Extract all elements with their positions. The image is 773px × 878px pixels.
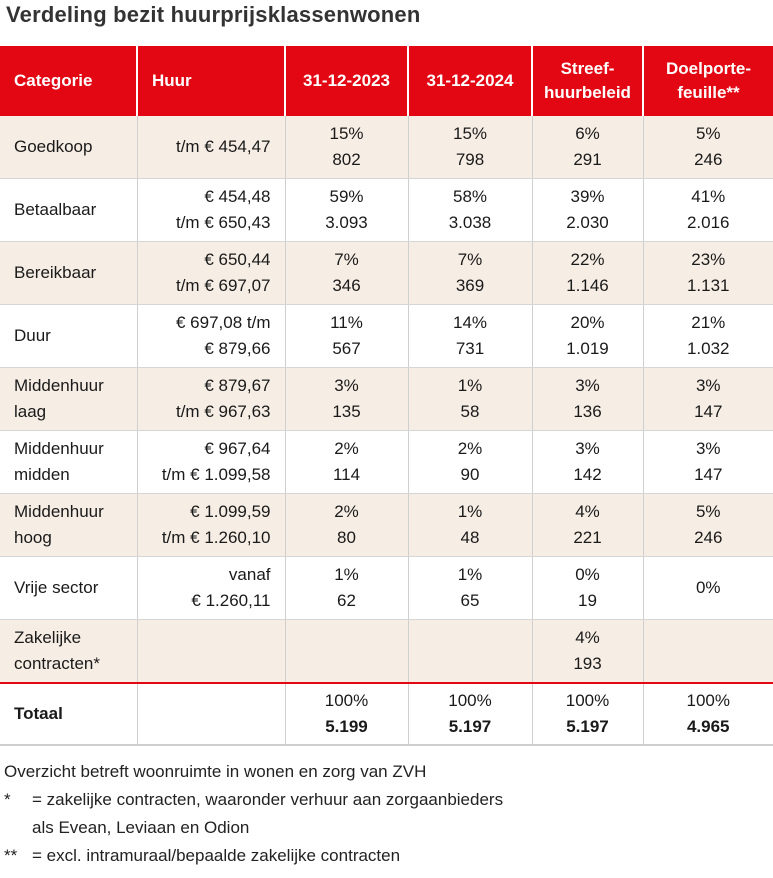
huur-cell [137, 242, 285, 305]
table-row [0, 305, 773, 368]
total-2024-pct: 100% [448, 691, 492, 710]
huur-line2: t/m € 650,43 [175, 213, 271, 232]
category-line2: laag [14, 402, 47, 421]
huur-cell [137, 179, 285, 242]
streef-line1: 22% [570, 250, 605, 269]
total-streef-pct: 100% [565, 691, 610, 710]
2023-line2: 346 [332, 276, 361, 295]
category-line1: Middenhuur [14, 439, 104, 458]
header-doel-line2: feuille** [677, 83, 740, 102]
doel-line2: 2.016 [686, 213, 730, 232]
doel-cell [643, 494, 773, 557]
doel-line2: 147 [694, 402, 723, 421]
category-line1: Middenhuur [14, 376, 104, 395]
total-2024-count: 5.197 [448, 717, 492, 736]
2023-line1: 2% [334, 439, 359, 458]
doel-cell [643, 179, 773, 242]
2023-line2: 62 [337, 591, 356, 610]
huur-line1: € 650,44 [204, 250, 271, 269]
2024-line1: 15% [452, 124, 488, 143]
huur-cell [137, 620, 285, 684]
header-doelportefeuille [643, 46, 773, 116]
2023-line1: 59% [329, 187, 364, 206]
huur-line1: € 1.099,59 [190, 502, 271, 521]
2024-cell [408, 557, 532, 620]
2024-cell [408, 368, 532, 431]
page-title: Verdeling bezit huurprijsklassenwonen [6, 2, 421, 27]
2023-line2: 80 [337, 528, 356, 547]
footnote-overview: Overzicht betreft woonruimte in wonen en zorg van ZVH [4, 762, 427, 781]
streef-line1: 6% [575, 124, 600, 143]
2024-line1: 2% [457, 439, 483, 458]
huur-line2: t/m € 967,63 [175, 402, 271, 421]
2024-line1: 58% [452, 187, 488, 206]
doel-line2: 147 [694, 465, 723, 484]
category-line1: Middenhuur [14, 502, 104, 521]
category-line1: Duur [14, 326, 51, 345]
huur-line2: € 1.260,11 [191, 591, 271, 610]
header-2023: 31-12-2023 [285, 46, 408, 116]
total-streef-cell [532, 683, 643, 745]
category-cell [0, 368, 137, 431]
category-cell [0, 179, 137, 242]
category-cell [0, 620, 137, 684]
2023-line1: 11% [330, 313, 363, 332]
streef-line1: 0% [575, 565, 600, 584]
header-huur: Huur [137, 46, 285, 116]
category-line1: Betaalbaar [14, 200, 97, 219]
2023-line2: 135 [332, 402, 361, 421]
doel-cell [643, 368, 773, 431]
footnote-star1 [4, 786, 503, 814]
huur-cell [137, 494, 285, 557]
streef-cell [532, 305, 643, 368]
category-line2: midden [14, 465, 70, 484]
doel-line2: 1.131 [686, 276, 730, 295]
footnote-star2-mark: ** [4, 846, 18, 865]
2023-line1: 3% [334, 376, 359, 395]
2024-line1: 14% [452, 313, 488, 332]
total-doel-count: 4.965 [686, 717, 730, 736]
table-row [0, 620, 773, 684]
doel-cell [643, 431, 773, 494]
doel-cell [643, 116, 773, 179]
total-label: Totaal [0, 683, 137, 745]
huur-line2: t/m € 697,07 [175, 276, 271, 295]
streef-line1: 20% [570, 313, 605, 332]
huur-cell [137, 431, 285, 494]
huur-line1: € 697,08 t/m [175, 313, 271, 332]
doel-cell [643, 620, 773, 684]
2024-line2: 798 [455, 150, 485, 169]
category-line1: Zakelijke [14, 628, 82, 647]
doel-line1: 0% [695, 578, 721, 597]
total-row [0, 683, 773, 745]
2023-line1: 2% [334, 502, 359, 521]
total-doel-cell [643, 683, 773, 745]
huur-line1: € 454,48 [204, 187, 271, 206]
doel-line1: 3% [695, 376, 721, 395]
2023-cell [285, 242, 408, 305]
table-row [0, 557, 773, 620]
2023-line1: 7% [334, 250, 359, 269]
huur-line1: € 967,64 [204, 439, 271, 458]
2024-cell [408, 305, 532, 368]
total-2023-cell [285, 683, 408, 745]
footnote-star2 [4, 842, 503, 870]
huur-cell [137, 305, 285, 368]
footnote-star1-mark: * [4, 790, 11, 809]
2024-cell [408, 116, 532, 179]
streef-cell [532, 557, 643, 620]
table-header-row [0, 46, 773, 116]
streef-cell [532, 431, 643, 494]
category-cell [0, 116, 137, 179]
2024-line1: 1% [457, 376, 483, 395]
header-streefhuurbeleid [532, 46, 643, 116]
streef-cell [532, 494, 643, 557]
doel-line1: 21% [691, 313, 726, 332]
streef-line1: 3% [575, 376, 600, 395]
streef-line2: 136 [573, 402, 602, 421]
2023-cell [285, 431, 408, 494]
streef-cell [532, 116, 643, 179]
doel-cell [643, 242, 773, 305]
total-doel-pct: 100% [686, 691, 730, 710]
2023-line2: 114 [332, 465, 361, 484]
streef-line2: 2.030 [566, 213, 609, 232]
category-cell [0, 242, 137, 305]
2024-line2: 58 [460, 402, 480, 421]
category-line2: hoog [14, 528, 52, 547]
streef-line2: 221 [573, 528, 602, 547]
total-streef-count: 5.197 [566, 717, 609, 736]
2023-cell [285, 116, 408, 179]
2024-line2: 3.038 [448, 213, 492, 232]
2024-line2: 48 [460, 528, 480, 547]
category-cell [0, 494, 137, 557]
streef-line2: 19 [578, 591, 597, 610]
table-row [0, 179, 773, 242]
2023-cell [285, 305, 408, 368]
doel-line1: 5% [695, 502, 721, 521]
category-cell [0, 305, 137, 368]
streef-cell [532, 620, 643, 684]
huur-line1: t/m € 454,47 [175, 137, 271, 156]
2023-line2: 567 [332, 339, 361, 358]
huur-cell [137, 368, 285, 431]
2024-line2: 369 [455, 276, 485, 295]
doel-line2: 1.032 [686, 339, 730, 358]
footnote-star1-text: = zakelijke contracten, waaronder verhuur aan zorgaanbieders [32, 790, 504, 809]
2024-line1: 1% [457, 565, 483, 584]
2023-line2: 3.093 [325, 213, 368, 232]
huur-line1: vanaf [228, 565, 271, 584]
streef-line1: 4% [575, 628, 600, 647]
header-streef-line1: Streef- [560, 59, 615, 78]
footnote-star2-text: = excl. intramuraal/bepaalde zakelijke contracten [32, 846, 401, 865]
doel-line2: 246 [694, 150, 723, 169]
2023-cell [285, 620, 408, 684]
huur-cell [137, 557, 285, 620]
doel-cell [643, 557, 773, 620]
2024-line2: 65 [460, 591, 480, 610]
streef-cell [532, 179, 643, 242]
streef-line1: 4% [575, 502, 600, 521]
streef-line2: 193 [573, 654, 602, 673]
huur-cell [137, 116, 285, 179]
table-row [0, 116, 773, 179]
header-2024: 31-12-2024 [408, 46, 532, 116]
rent-class-table [0, 46, 773, 746]
2024-line2: 731 [455, 339, 485, 358]
streef-cell [532, 242, 643, 305]
2024-cell [408, 242, 532, 305]
2024-cell [408, 620, 532, 684]
2024-cell [408, 494, 532, 557]
huur-line2: t/m € 1.099,58 [161, 465, 271, 484]
category-line1: Bereikbaar [14, 263, 97, 282]
huur-line1: € 879,67 [204, 376, 271, 395]
doel-cell [643, 305, 773, 368]
doel-line2: 246 [694, 528, 723, 547]
table-row [0, 431, 773, 494]
2024-line1: 1% [457, 502, 483, 521]
2023-line1: 15% [329, 124, 364, 143]
table-row [0, 242, 773, 305]
streef-line2: 291 [573, 150, 602, 169]
table-row [0, 368, 773, 431]
total-2023-pct: 100% [324, 691, 369, 710]
category-line1: Goedkoop [14, 137, 93, 156]
streef-line2: 1.146 [566, 276, 609, 295]
header-streef-line2: huurbeleid [544, 83, 631, 102]
streef-line1: 3% [575, 439, 600, 458]
footnote-star1-text2: als Evean, Leviaan en Odion [32, 818, 250, 837]
category-cell [0, 431, 137, 494]
streef-line1: 39% [570, 187, 605, 206]
streef-line2: 1.019 [566, 339, 609, 358]
2023-line2: 802 [332, 150, 361, 169]
header-categorie: Categorie [0, 46, 137, 116]
huur-line2: € 879,66 [204, 339, 271, 358]
total-huur-cell [137, 683, 285, 745]
doel-line1: 3% [695, 439, 721, 458]
category-line2: contracten* [14, 654, 100, 673]
streef-cell [532, 368, 643, 431]
2023-cell [285, 494, 408, 557]
2024-cell [408, 179, 532, 242]
table-row [0, 494, 773, 557]
category-cell [0, 557, 137, 620]
category-line1: Vrije sector [14, 578, 99, 597]
footnotes [4, 758, 503, 870]
2024-line1: 7% [457, 250, 483, 269]
2023-cell [285, 179, 408, 242]
streef-line2: 142 [573, 465, 602, 484]
2023-line1: 1% [334, 565, 359, 584]
2024-line2: 90 [460, 465, 480, 484]
doel-line1: 23% [691, 250, 726, 269]
huur-line2: t/m € 1.260,10 [161, 528, 271, 547]
doel-line1: 5% [695, 124, 721, 143]
2023-cell [285, 557, 408, 620]
total-2023-count: 5.199 [325, 717, 368, 736]
total-2024-cell [408, 683, 532, 745]
2024-cell [408, 431, 532, 494]
2023-cell [285, 368, 408, 431]
header-doel-line1: Doelporte- [666, 59, 751, 78]
doel-line1: 41% [691, 187, 726, 206]
